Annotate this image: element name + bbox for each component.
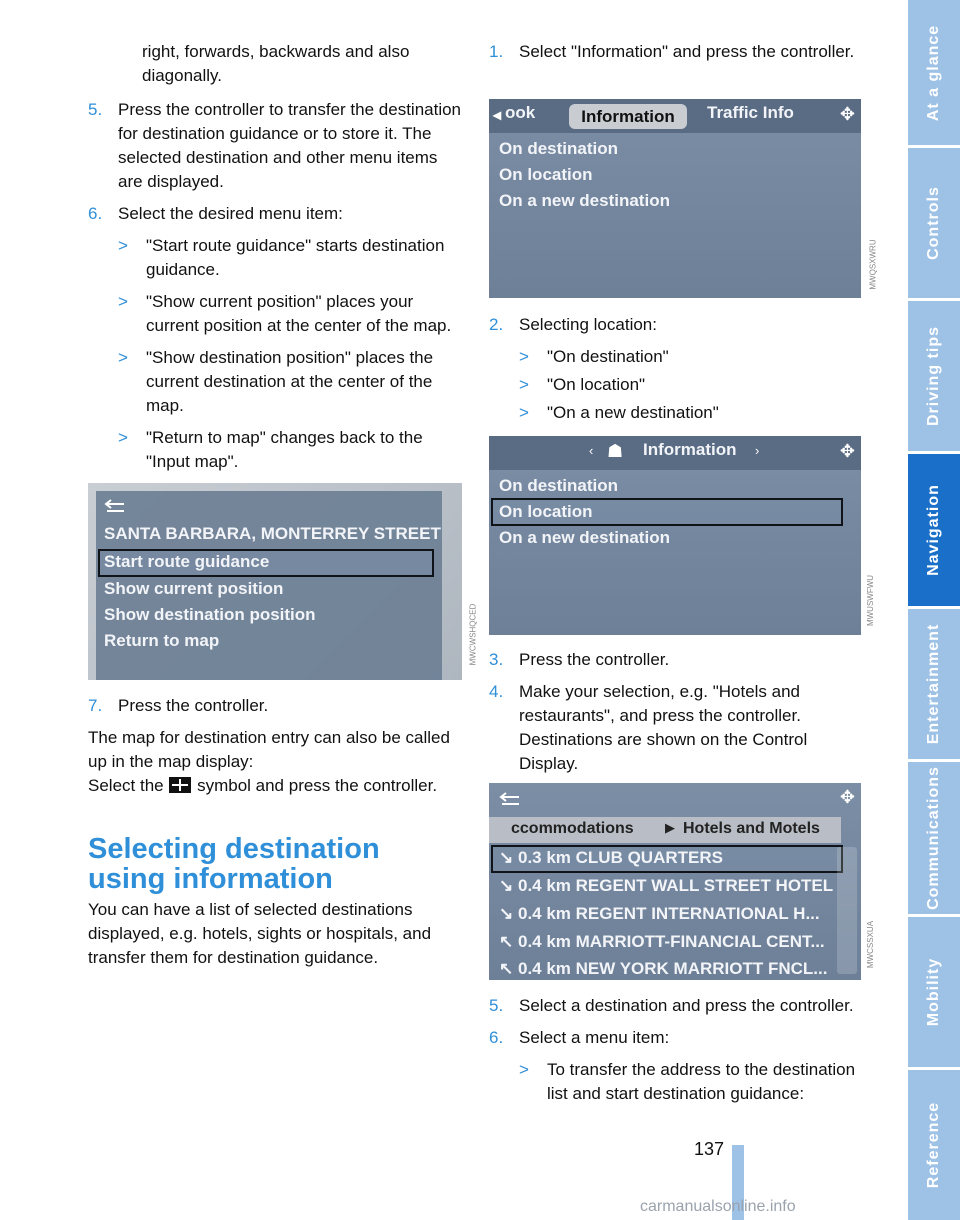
step-text: Press the controller. xyxy=(519,650,670,669)
right-step-1 xyxy=(489,40,865,72)
location-item-selected: On location xyxy=(499,502,593,521)
step-7 xyxy=(88,694,464,718)
bullet-text: "On destination" xyxy=(547,347,669,366)
location-selection-screenshot xyxy=(489,436,861,635)
destination-item xyxy=(499,848,723,868)
bullet-text: To transfer the address to the destination list and start destination guidance: xyxy=(547,1060,856,1103)
tab-mobility[interactable] xyxy=(908,917,960,1067)
location-bullets xyxy=(489,345,865,425)
step-number: 2. xyxy=(489,315,504,334)
tab-information: Information xyxy=(569,104,687,129)
step-5 xyxy=(489,994,865,1018)
bullet-text: "On location" xyxy=(547,375,646,394)
direction-arrow-icon: ↘ xyxy=(499,904,514,923)
step-number: 6. xyxy=(88,204,103,223)
step-text: Press the controller to transfer the destination for destination guidance or to store it. The selected destination and other menu items are displayed. xyxy=(118,100,462,191)
step-text: Select a destination and press the controller. xyxy=(519,996,854,1015)
bullet-item xyxy=(118,234,464,282)
map-menu-screenshot xyxy=(88,483,462,680)
bullet-text: "Return to map" changes back to the "Input map". xyxy=(146,428,423,471)
bullet-text: "Show destination position" places the current destination at the center of the map. xyxy=(146,348,434,415)
bullet-text: "Start route guidance" starts destination guidance. xyxy=(146,236,445,279)
tab-label: Mobility xyxy=(925,957,942,1027)
step-2 xyxy=(489,313,865,337)
step-6 xyxy=(88,202,464,226)
bullet-item xyxy=(519,1058,865,1106)
prev-arrow-icon: ‹ xyxy=(589,443,594,458)
menu-item-bullets xyxy=(489,1058,865,1106)
right-steps-3-4 xyxy=(489,648,865,784)
step-number: 5. xyxy=(88,100,103,119)
tab-label: Entertainment xyxy=(925,623,942,745)
step-text: Select a menu item: xyxy=(519,1028,670,1047)
destination-text: 0.3 km CLUB QUARTERS xyxy=(517,848,723,867)
tab-navigation[interactable] xyxy=(908,454,960,606)
para-text: Select the xyxy=(88,776,164,795)
paragraph xyxy=(88,774,464,798)
bullet-arrow: > xyxy=(519,1060,529,1079)
step-number: 7. xyxy=(88,696,103,715)
menu-item-destination-position: Show destination position xyxy=(104,605,316,624)
bullet-arrow: > xyxy=(519,403,529,422)
section-heading xyxy=(88,834,464,894)
bullet-item xyxy=(519,401,865,425)
menu-item-current-position: Show current position xyxy=(104,579,284,598)
step-text: Selecting location: xyxy=(519,315,657,334)
bullet-arrow: > xyxy=(519,347,529,366)
step-number: 3. xyxy=(489,650,504,669)
location-item: On a new destination xyxy=(499,528,670,547)
tab-driving-tips[interactable] xyxy=(908,301,960,451)
left-lower xyxy=(88,694,464,798)
direction-arrow-icon: ↘ xyxy=(499,876,514,895)
bullet-text: "On a new destination" xyxy=(547,403,719,422)
menu-bullets xyxy=(88,234,464,506)
destination-text: 0.4 km NEW YORK MARRIOTT FNCL... xyxy=(517,959,828,978)
menu-item-address: SANTA BARBARA, MONTERREY STREET xyxy=(104,524,441,543)
breadcrumb-separator-icon: ▶ xyxy=(665,820,675,835)
image-code: MWUSWFWU xyxy=(866,574,876,627)
controller-icon: ✥ xyxy=(839,787,855,807)
next-arrow-icon: › xyxy=(755,443,760,458)
image-code: MWCWSHQCED xyxy=(468,603,478,666)
destination-text: 0.4 km REGENT WALL STREET HOTEL xyxy=(517,876,834,895)
bullet-item xyxy=(118,426,464,474)
controller-icon: ✥ xyxy=(839,104,855,124)
destination-list-screenshot xyxy=(489,783,861,980)
bullet-arrow: > xyxy=(118,292,128,311)
tab-label: Controls xyxy=(925,186,942,260)
bullet-text: "Show current position" places your current position at the center of the map. xyxy=(146,292,452,335)
breadcrumb-category: ccommodations xyxy=(511,820,634,837)
bullet-arrow: > xyxy=(519,375,529,394)
tab-controls[interactable] xyxy=(908,148,960,298)
bullet-item xyxy=(519,373,865,397)
bullet-arrow: > xyxy=(118,428,128,447)
information-tab-screenshot xyxy=(489,99,861,298)
info-item: On a new destination xyxy=(499,191,670,210)
tab-label: Communications xyxy=(925,766,942,910)
tab-label: At a glance xyxy=(925,24,942,121)
breadcrumb-subcategory: Hotels and Motels xyxy=(683,820,820,837)
section-paragraph: You can have a list of selected destinations displayed, e.g. hotels, sights or hospitals, and transfer them for destination guidance. xyxy=(88,900,432,967)
back-arrow-icon xyxy=(499,792,521,806)
bullet-item xyxy=(519,345,865,369)
info-item: On location xyxy=(499,165,593,184)
page-number: 137 xyxy=(693,1139,724,1159)
tab-label: Navigation xyxy=(925,484,942,576)
tab-traffic-info: Traffic Info xyxy=(707,103,794,122)
tab-reference[interactable] xyxy=(908,1070,960,1220)
menu-item-return: Return to map xyxy=(104,631,220,650)
image-code: MWCSSXUA xyxy=(866,920,876,969)
info-person-icon: ☗ xyxy=(607,441,624,461)
info-item: On destination xyxy=(499,139,618,158)
direction-arrow-icon: ↖ xyxy=(499,959,514,978)
tab-at-a-glance[interactable] xyxy=(908,0,960,145)
right-step-2 xyxy=(489,313,865,429)
bullet-arrow: > xyxy=(118,236,128,255)
step-3 xyxy=(489,648,865,672)
step-text: Make your selection, e.g. "Hotels and restaurants", and press the controller. Destinations are shown on the Control Display. xyxy=(519,682,808,773)
back-arrow-icon xyxy=(104,499,126,513)
destination-item xyxy=(499,932,825,952)
intro-text: right, forwards, backwards and also diagonally. xyxy=(142,42,410,85)
map-symbol-icon xyxy=(168,776,192,794)
header-title: Information xyxy=(643,440,737,459)
tab-entertainment[interactable] xyxy=(908,609,960,759)
controller-icon: ✥ xyxy=(839,441,855,461)
step-6 xyxy=(489,1026,865,1050)
step-text: Select "Information" and press the controller. xyxy=(519,42,855,61)
step-number: 6. xyxy=(489,1028,504,1047)
step-4 xyxy=(489,680,865,776)
bullet-arrow: > xyxy=(118,348,128,367)
destination-text: 0.4 km REGENT INTERNATIONAL H... xyxy=(517,904,820,923)
image-code: MWQSXWRU xyxy=(868,239,878,290)
step-number: 5. xyxy=(489,996,504,1015)
bullet-item xyxy=(118,290,464,338)
tab-label: Driving tips xyxy=(925,325,942,427)
step-5 xyxy=(88,98,464,194)
step-1 xyxy=(489,40,865,64)
paragraph: The map for destination entry can also be called up in the map display: xyxy=(88,728,450,771)
step-text: Press the controller. xyxy=(118,696,269,715)
right-steps-5-6 xyxy=(489,994,865,1114)
destination-item xyxy=(499,959,827,979)
step-number: 4. xyxy=(489,682,504,701)
bullet-item xyxy=(118,346,464,418)
destination-text: 0.4 km MARRIOTT-FINANCIAL CENT... xyxy=(517,932,825,951)
destination-item xyxy=(499,904,820,924)
tab-book: ook xyxy=(505,103,536,122)
tab-label: Reference xyxy=(925,1101,942,1189)
left-column xyxy=(88,40,464,514)
destination-item xyxy=(499,876,833,896)
para-text: symbol and press the controller. xyxy=(197,776,438,795)
step-number: 1. xyxy=(489,42,504,61)
scroll-left-icon: ◂ xyxy=(493,107,502,124)
heading-text: Selecting destination using information xyxy=(88,833,380,895)
footer-watermark: carmanualsonline.info xyxy=(640,1198,796,1215)
direction-arrow-icon: ↘ xyxy=(499,848,514,867)
tab-communications[interactable] xyxy=(908,762,960,914)
direction-arrow-icon: ↖ xyxy=(499,932,514,951)
location-item: On destination xyxy=(499,476,618,495)
scrollbar xyxy=(837,847,857,974)
menu-item-start-route: Start route guidance xyxy=(104,552,270,571)
step-text: Select the desired menu item: xyxy=(118,204,343,223)
